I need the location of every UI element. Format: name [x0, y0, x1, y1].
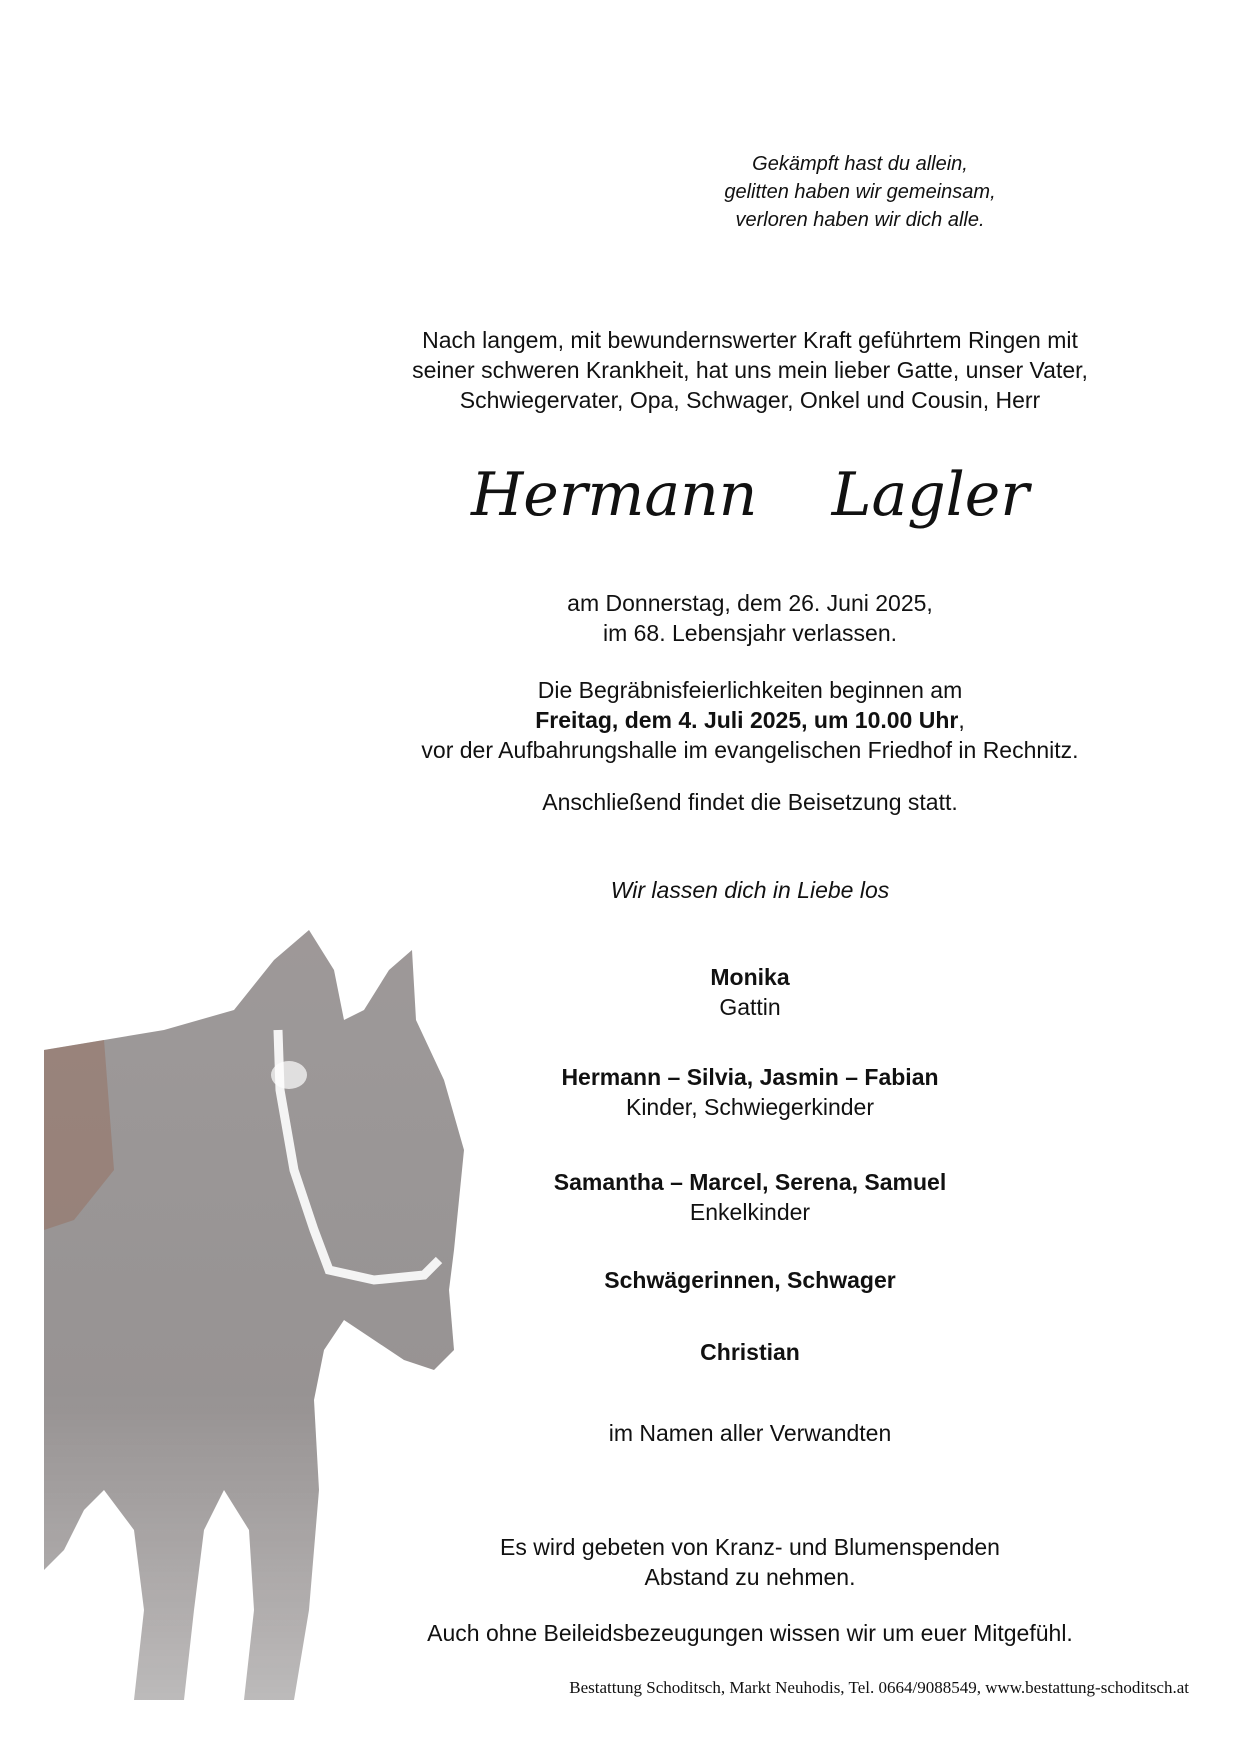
funeral-date-suffix: , — [958, 707, 965, 733]
funeral-date: Freitag, dem 4. Juli 2025, um 10.00 Uhr — [535, 707, 959, 733]
intro-line: Nach langem, mit bewundernswerter Kraft geführtem Ringen mit — [422, 327, 1078, 353]
intro-line: Schwiegervater, Opa, Schwager, Onkel und Cousin, Herr — [459, 387, 1041, 413]
mourner-block — [370, 1337, 1130, 1367]
farewell-line: Wir lassen dich in Liebe los — [610, 877, 890, 903]
burial-note: Anschließend findet die Beisetzung statt. — [542, 789, 958, 815]
death-date — [370, 588, 1130, 648]
mourner-name: Christian — [700, 1339, 800, 1365]
mourner-name: Schwägerinnen, Schwager — [604, 1267, 896, 1293]
on-behalf: im Namen aller Verwandten — [608, 1420, 892, 1446]
request-line: Es wird gebeten von Kranz- und Blumenspenden — [500, 1534, 1000, 1560]
motto-line: verloren haben wir dich alle. — [735, 209, 985, 231]
intro-text — [370, 325, 1130, 415]
funeral-home-imprint: Bestattung Schoditsch, Markt Neuhodis, Tel. 0664/9088549, www.bestattung-schoditsch.at — [569, 1678, 1189, 1697]
funeral-details — [370, 675, 1130, 765]
funeral-line: Die Begräbnisfeierlichkeiten beginnen am — [537, 677, 963, 703]
mourner-block — [370, 962, 1130, 1022]
mourner-relation: Kinder, Schwiegerkinder — [625, 1094, 875, 1120]
motto-line: gelitten haben wir gemeinsam, — [724, 181, 996, 203]
funeral-location: vor der Aufbahrungshalle im evangelischen Friedhof in Rechnitz. — [421, 737, 1079, 763]
mourner-relation: Gattin — [719, 994, 781, 1020]
intro-line: seiner schweren Krankheit, hat uns mein lieber Gatte, unser Vater, — [412, 357, 1088, 383]
mourner-block — [370, 1265, 1130, 1295]
mourner-name: Hermann – Silvia, Jasmin – Fabian — [561, 1064, 939, 1090]
death-line: im 68. Lebensjahr verlassen. — [602, 620, 898, 646]
mourner-name: Monika — [710, 964, 790, 990]
deceased-name: Hermann Lagler — [470, 460, 1029, 530]
death-line: am Donnerstag, dem 26. Juni 2025, — [567, 590, 933, 616]
motto-verse — [640, 150, 1080, 234]
mourner-block — [370, 1167, 1130, 1227]
motto-line: Gekämpft hast du allein, — [752, 153, 968, 175]
condolence-note: Auch ohne Beileidsbezeugungen wissen wir um euer Mitgefühl. — [427, 1620, 1073, 1646]
request-line: Abstand zu nehmen. — [644, 1564, 856, 1590]
mourner-relation: Enkelkinder — [689, 1199, 811, 1225]
mourner-name: Samantha – Marcel, Serena, Samuel — [553, 1169, 947, 1195]
flower-request — [370, 1532, 1130, 1592]
mourner-block — [370, 1062, 1130, 1122]
